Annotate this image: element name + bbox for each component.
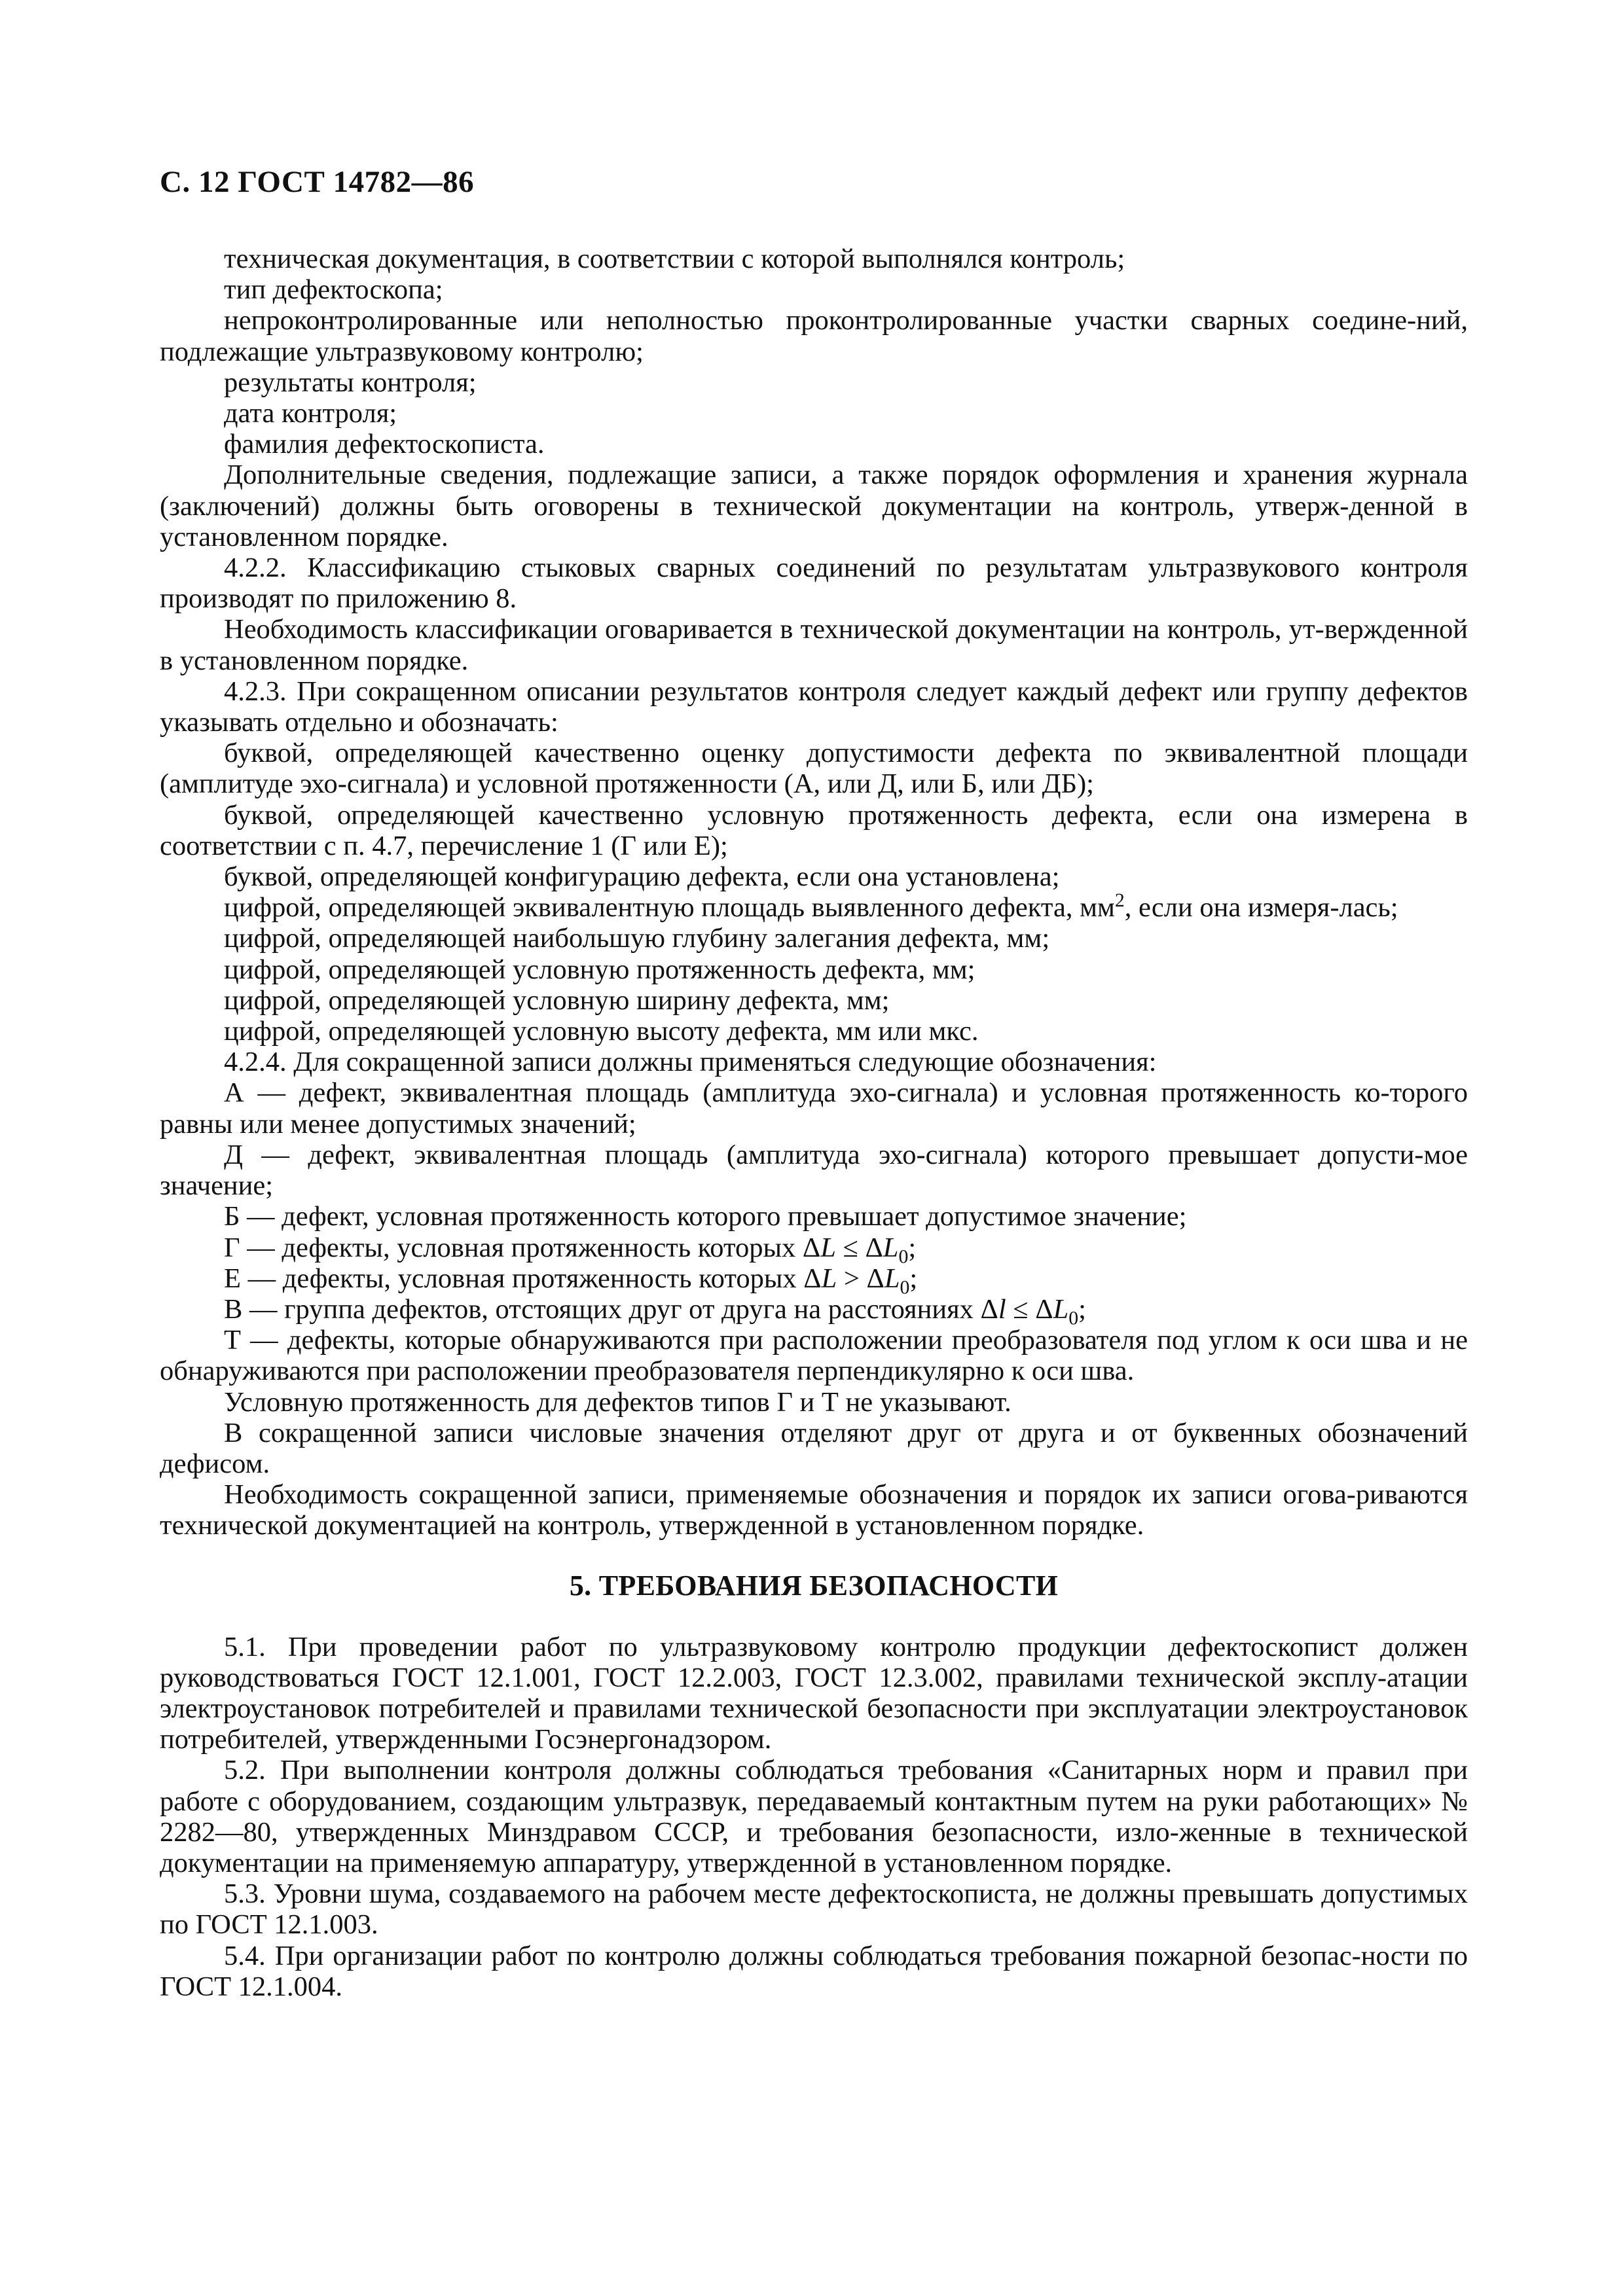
clause-4-2-4: 4.2.4. Для сокращенной записи должны применяться следующие обозначения: bbox=[224, 1047, 1157, 1078]
text-run: ; bbox=[908, 1232, 917, 1263]
text-run: Е — дефекты, условная протяженность которых bbox=[224, 1263, 804, 1294]
delta-symbol: Δ bbox=[802, 1232, 821, 1263]
paragraph: цифрой, определяющей наибольшую глубину залегания дефекта, мм; bbox=[224, 923, 1050, 954]
paragraph: техническая документация, в соответствии с которой выполнялся контроль; bbox=[224, 243, 1125, 274]
variable: L bbox=[884, 1263, 900, 1294]
paragraph: цифрой, определяющей условную высоту дефекта, мм или мкс. bbox=[224, 1016, 979, 1047]
formula-paragraph-v bbox=[160, 1293, 1468, 1329]
clause-4-2-2: 4.2.2. Классификацию стыковых сварных соединений по результатам ультразвукового контроля производят по приложению 8. bbox=[160, 552, 1468, 615]
subscript: 0 bbox=[898, 1246, 909, 1267]
running-head: С. 12 ГОСТ 14782—86 bbox=[160, 165, 475, 199]
clause-4-2-3: 4.2.3. При сокращенном описании результатов контроля следует каждый дефект или группу дефектов указывать отдельно и обозначать: bbox=[160, 675, 1468, 738]
delta-symbol: Δ bbox=[980, 1293, 998, 1325]
paragraph-area bbox=[160, 889, 1468, 924]
paragraph: тип дефектоскопа; bbox=[224, 274, 443, 306]
subscript: 0 bbox=[900, 1276, 910, 1299]
delta-symbol: Δ bbox=[866, 1263, 884, 1294]
paragraph: Д — дефект, эквивалентная площадь (амплитуда эхо-сигнала) которого превышает допусти-мое значение; bbox=[160, 1139, 1468, 1202]
paragraph: Необходимость сокращенной записи, применяемые обозначения и порядок их записи огова-риваются технической документацией на контроль, утвержденной в установленном порядке. bbox=[160, 1479, 1468, 1541]
variable: L bbox=[883, 1232, 899, 1263]
paragraph: результаты контроля; bbox=[224, 367, 477, 398]
operator: > bbox=[837, 1263, 867, 1294]
paragraph: Б — дефект, условная протяженность которого превышает допустимое значение; bbox=[224, 1201, 1187, 1232]
variable: L bbox=[1053, 1293, 1069, 1325]
text-run: ; bbox=[1078, 1293, 1086, 1325]
paragraph: буквой, определяющей конфигурацию дефекта, если она установлена; bbox=[224, 861, 1060, 893]
paragraph: буквой, определяющей качественно оценку допустимости дефекта по эквивалентной площади (амплитуде эхо-сигнала) и условной протяженности (А, или Д, или Б, или ДБ); bbox=[160, 738, 1468, 800]
paragraph: непроконтролированные или неполностью проконтролированные участки сварных соедине-ний, подлежащие ультразвуковому контролю; bbox=[160, 305, 1468, 367]
paragraph: Т — дефекты, которые обнаруживаются при расположении преобразователя под углом к оси шва и не обнаруживаются при расположении преобразователя перпендикулярно к оси шва. bbox=[160, 1325, 1468, 1387]
delta-symbol: Δ bbox=[1035, 1293, 1053, 1325]
delta-symbol: Δ bbox=[865, 1232, 883, 1263]
paragraph: буквой, определяющей качественно условную протяженность дефекта, если она измерена в соответствии с п. 4.7, перечисление 1 (Г или Е); bbox=[160, 799, 1468, 861]
paragraph: цифрой, определяющей условную протяженность дефекта, мм; bbox=[224, 954, 976, 985]
clause-5-1: 5.1. При проведении работ по ультразвуковому контролю продукции дефектоскопист должен руководствоваться ГОСТ 12.1.001, ГОСТ 12.2.003, ГОСТ 12.3.002, правилами технической эксплу-атации электроустановок потребителей и правилами технической безопасности при эксплуатации электроустановок потребителей, утвержденными Госэнергонадзором. bbox=[160, 1631, 1468, 1755]
paragraph: цифрой, определяющей условную ширину дефекта, мм; bbox=[224, 984, 890, 1016]
formula-paragraph-g bbox=[160, 1232, 1468, 1267]
paragraph: А — дефект, эквивалентная площадь (амплитуда эхо-сигнала) и условная протяженность ко-торого равны или менее допустимых значений; bbox=[160, 1077, 1468, 1139]
body-text bbox=[160, 243, 1468, 2002]
text-run: Г — дефекты, условная протяженность которых bbox=[224, 1232, 803, 1263]
paragraph: Условную протяженность для дефектов типов Г и Т не указывают. bbox=[224, 1386, 1012, 1418]
variable: L bbox=[821, 1263, 837, 1294]
text-run: В — группа дефектов, отстоящих друг от друга на расстояниях bbox=[224, 1293, 981, 1325]
operator: ≤ bbox=[835, 1232, 866, 1263]
subscript: 0 bbox=[1068, 1307, 1079, 1329]
text-run: , если она измеря-лась; bbox=[1124, 892, 1398, 924]
superscript: 2 bbox=[1114, 889, 1125, 912]
paragraph: В сокращенной записи числовые значения отделяют друг от друга и от буквенных обозначений дефисом. bbox=[160, 1417, 1468, 1479]
operator: ≤ bbox=[1006, 1293, 1036, 1325]
paragraph: фамилия дефектоскописта. bbox=[224, 429, 545, 460]
section-heading: 5. ТРЕБОВАНИЯ БЕЗОПАСНОСТИ bbox=[569, 1569, 1059, 1602]
clause-5-2: 5.2. При выполнении контроля должны соблюдаться требования «Санитарных норм и правил при работе с оборудованием, создающим ультразвук, передаваемый контактным путем на руки работающих» № 2282—80, утвержденных Минздравом СССР, и требования безопасности, изло-женные в технической документации на применяемую аппаратуру, утвержденной в установленном порядке. bbox=[160, 1755, 1468, 1878]
paragraph: Дополнительные сведения, подлежащие записи, а также порядок оформления и хранения журнала (заключений) должны быть оговорены в технической документации на контроль, утверж-денной в установленном порядке. bbox=[160, 459, 1468, 552]
paragraph: дата контроля; bbox=[224, 398, 397, 429]
variable: l bbox=[998, 1293, 1006, 1325]
delta-symbol: Δ bbox=[803, 1263, 822, 1294]
formula-paragraph-e bbox=[160, 1263, 1468, 1299]
variable: L bbox=[820, 1232, 836, 1263]
clause-5-3: 5.3. Уровни шума, создаваемого на рабочем месте дефектоскописта, не должны превышать допустимых по ГОСТ 12.1.003. bbox=[160, 1878, 1468, 1941]
clause-5-4: 5.4. При организации работ по контролю должны соблюдаться требования пожарной безопас-ности по ГОСТ 12.1.004. bbox=[160, 1940, 1468, 2002]
text-run: ; bbox=[909, 1263, 918, 1294]
text-run: цифрой, определяющей эквивалентную площадь выявленного дефекта, мм bbox=[224, 892, 1115, 924]
paragraph: Необходимость классификации оговаривается в технической документации на контроль, ут-вержденной в установленном порядке. bbox=[160, 614, 1468, 676]
